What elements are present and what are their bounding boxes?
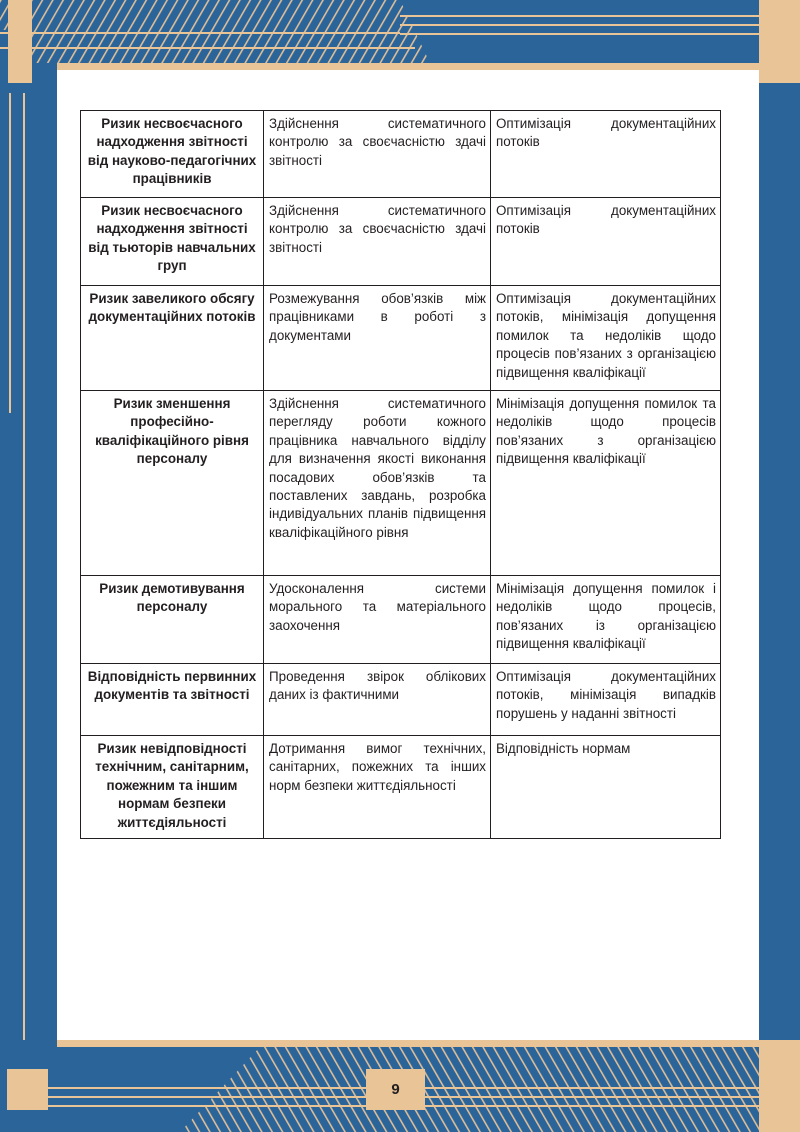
table-row	[81, 736, 721, 839]
table-row	[81, 111, 721, 198]
measure-cell: Розмежування обов’язків між працівниками в роботі з документами	[264, 286, 491, 391]
risk-cell: Відповідність первинних документів та звітності	[81, 664, 264, 736]
risk-cell: Ризик несвоєчасного надходження звітності від тьюторів навчальних груп	[81, 198, 264, 286]
risk-table	[80, 110, 721, 839]
result-cell: Мінімізація допущення помилок і недоліків щодо процесів, пов’язаних із організацією підвищення кваліфікації	[491, 576, 721, 664]
risk-cell: Ризик зменшення професійно-кваліфікаційного рівня персоналу	[81, 391, 264, 576]
measure-cell: Дотримання вимог технічних, санітарних, пожежних та інших норм безпеки життєдіяльності	[264, 736, 491, 839]
result-cell: Мінімізація допущення помилок та недоліків щодо процесів пов’язаних з організацією підвищення кваліфікації	[491, 391, 721, 576]
left-line-decoration	[9, 93, 11, 413]
table-row	[81, 286, 721, 391]
result-cell: Оптимізація документаційних потоків, мінімізація випадків порушень у наданні звітності	[491, 664, 721, 736]
page-number-box	[366, 1069, 425, 1110]
page-number: 9	[391, 1081, 400, 1098]
table-row	[81, 391, 721, 576]
measure-cell: Проведення звірок облікових даних із фактичними	[264, 664, 491, 736]
table-row	[81, 576, 721, 664]
measure-cell: Здійснення систематичного контролю за своєчасністю здачі звітності	[264, 198, 491, 286]
table-row	[81, 198, 721, 286]
result-cell: Відповідність нормам	[491, 736, 721, 839]
risk-cell: Ризик демотивування персоналу	[81, 576, 264, 664]
risk-cell: Ризик завеликого обсягу документаційних потоків	[81, 286, 264, 391]
measure-cell: Здійснення систематичного перегляду роботи кожного працівника навчального відділу для визначення якості виконання посадових обов’язків та поставлених завдань, розробка індивідуальних планів підвищення кваліфікаційного рівня	[264, 391, 491, 576]
result-cell: Оптимізація документаційних потоків, мінімізація допущення помилок та недоліків щодо процесів пов’язаних з організацією підвищення кваліфікації	[491, 286, 721, 391]
risk-cell: Ризик несвоєчасного надходження звітності від науково-педагогічних працівників	[81, 111, 264, 198]
left-line-decoration	[23, 93, 25, 1070]
result-cell: Оптимізація документаційних потоків	[491, 198, 721, 286]
measure-cell: Здійснення систематичного контролю за своєчасністю здачі звітності	[264, 111, 491, 198]
risk-cell: Ризик невідповідності технічним, санітарним, пожежним та іншим нормам безпеки життєдіяльності	[81, 736, 264, 839]
result-cell: Оптимізація документаційних потоків	[491, 111, 721, 198]
measure-cell: Удосконалення системи морального та матеріального заохочення	[264, 576, 491, 664]
table-row	[81, 664, 721, 736]
